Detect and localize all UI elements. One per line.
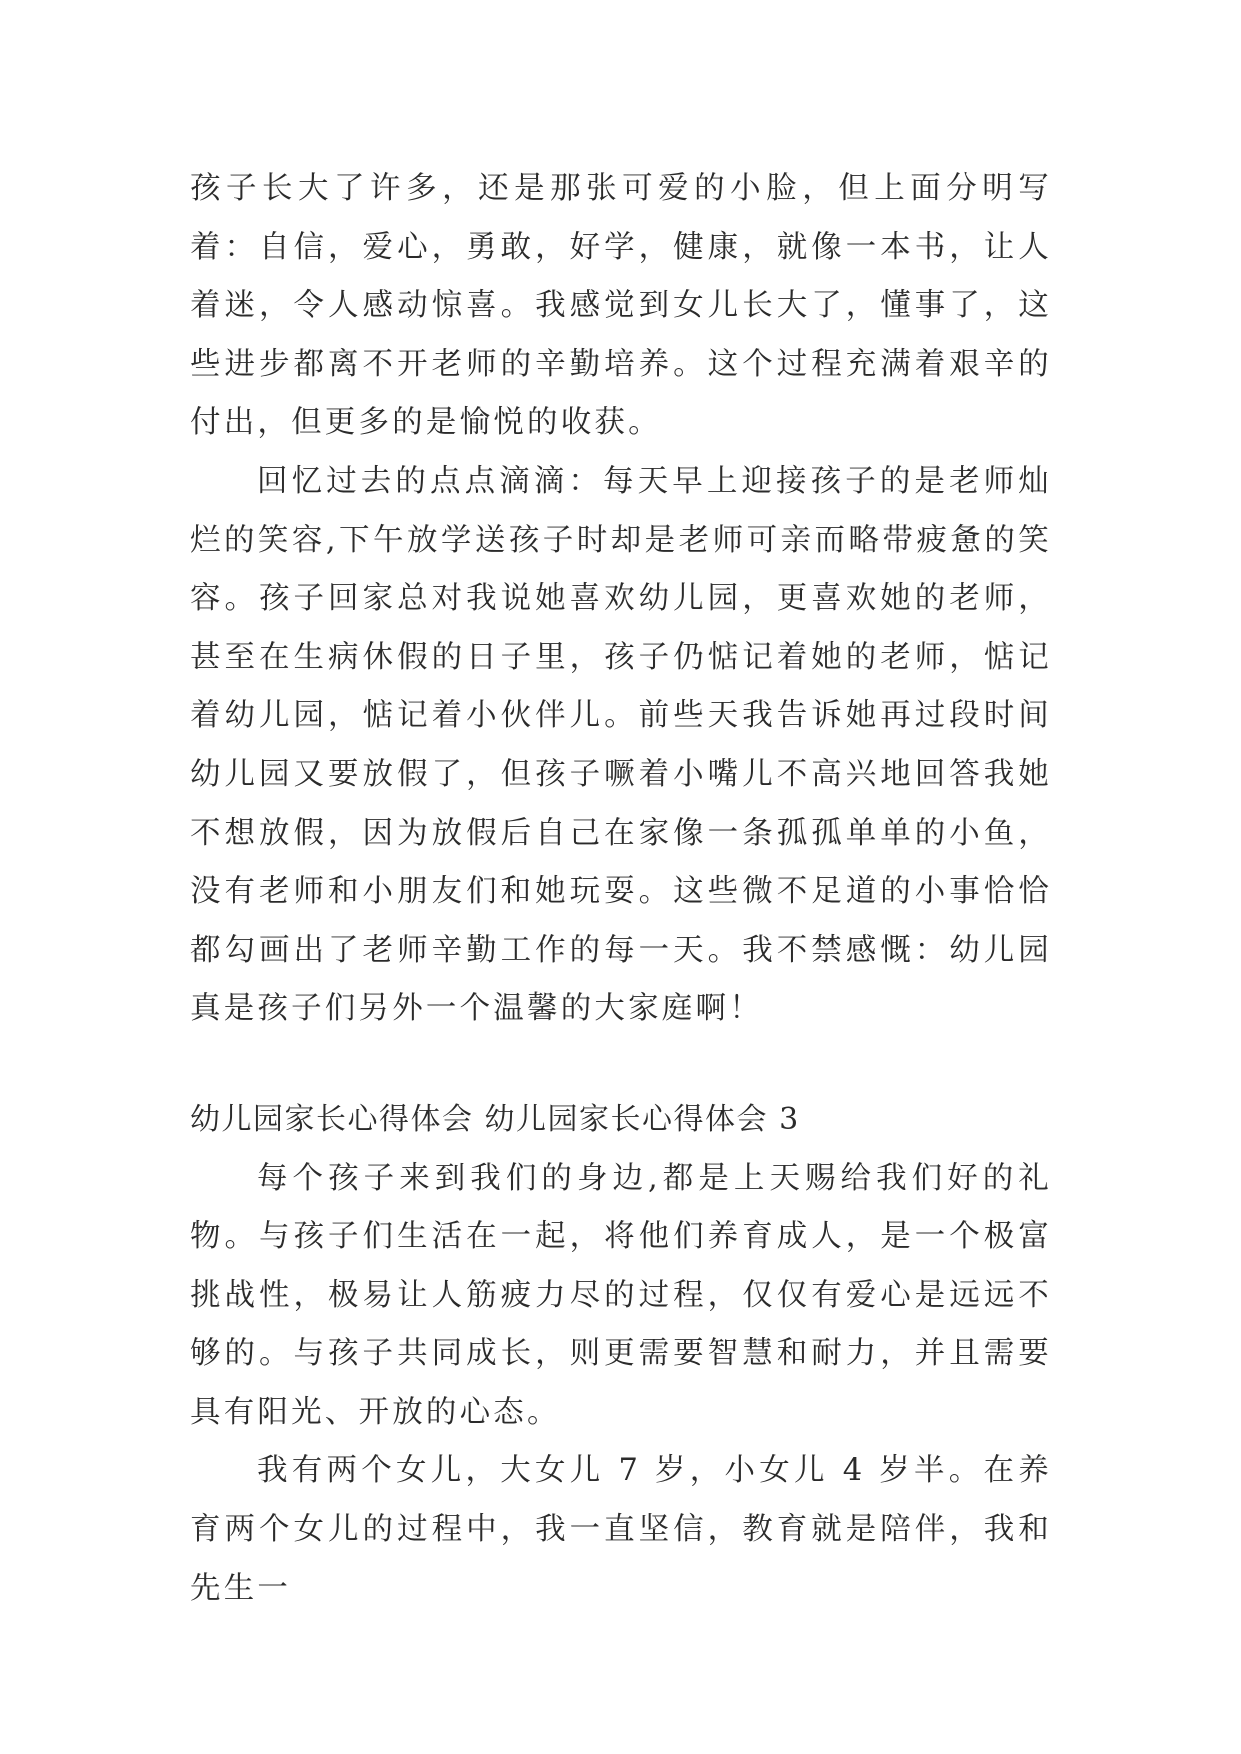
section-heading: 幼儿园家长心得体会 幼儿园家长心得体会 3 <box>190 1101 800 1137</box>
paragraph-memories: 回忆过去的点点滴滴：每天早上迎接孩子的是老师灿烂的笑容,下午放学送孩子时却是老师可亲而略带疲惫的笑容。孩子回家总对我说她喜欢幼儿园，更喜欢她的老师，甚至在生病休假的日子里，孩子仍惦记着她的老师，惦记着幼儿园，惦记着小伙伴儿。前些天我告诉她再过段时间幼儿园又要放假了，但孩子噘着小嘴儿不高兴地回答我她不想放假，因为放假后自己在家像一条孤孤单单的小鱼，没有老师和小朋友们和她玩耍。这些微不足道的小事恰恰都勾画出了老师辛勤工作的每一天。我不禁感慨：幼儿园真是孩子们另外一个温馨的大家庭啊！ <box>190 463 1052 1027</box>
paragraph-gift: 每个孩子来到我们的身边,都是上天赐给我们好的礼物。与孩子们生活在一起，将他们养育成人，是一个极富挑战性，极易让人筋疲力尽的过程，仅仅有爱心是远远不够的。与孩子共同成长，则更需要智慧和耐力，并且需要具有阳光、开放的心态。 <box>190 1160 1052 1430</box>
document-body <box>190 160 1052 1618</box>
paragraph-growth: 孩子长大了许多，还是那张可爱的小脸，但上面分明写着：自信，爱心，勇敢，好学，健康，就像一本书，让人着迷，令人感动惊喜。我感觉到女儿长大了，懂事了，这些进步都离不开老师的辛勤培养。这个过程充满着艰辛的付出，但更多的是愉悦的收获。 <box>190 171 1052 441</box>
paragraph-daughters: 我有两个女儿，大女儿 7 岁，小女儿 4 岁半。在养育两个女儿的过程中，我一直坚信，教育就是陪伴，我和先生一 <box>190 1453 1052 1606</box>
